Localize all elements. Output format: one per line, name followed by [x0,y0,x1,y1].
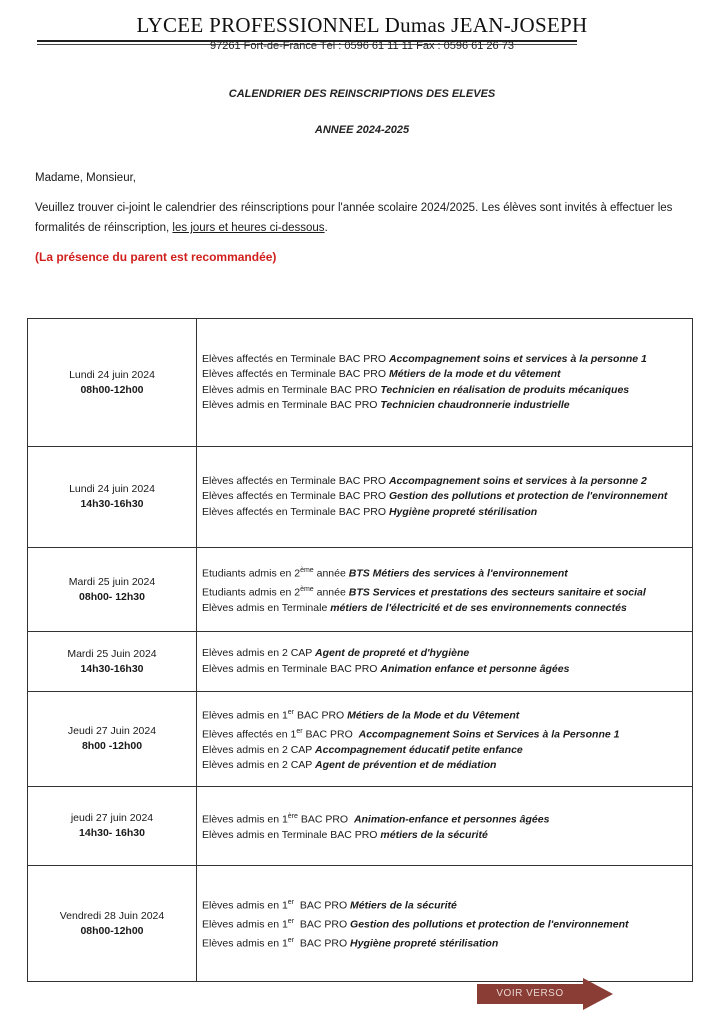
line-level: BAC PRO [294,709,348,722]
line-level: BAC PRO [297,813,354,826]
schedule-time: 08h00- 12h30 [79,590,145,603]
line-ordinal: er [287,708,295,716]
line-program: Technicien en réalisation de produits mécaniques [380,383,630,396]
schedule-row [28,632,693,692]
schedule-line [202,489,692,504]
schedule-line [202,828,692,843]
line-prefix: Elèves admis en 2 CAP [202,758,316,771]
line-program: Métiers de la sécurité [350,899,457,912]
line-ordinal: ème [300,585,314,593]
intro-underlined: les jours et heures ci-dessous [172,222,325,234]
schedule-line [202,474,692,489]
schedule-row [28,447,693,548]
line-prefix: Elèves admis en Terminale BAC PRO [202,828,381,841]
line-program: Gestion des pollutions et protection de l'environnement [388,490,668,503]
schedule-line [202,743,692,758]
schedule-line [202,758,692,773]
schedule-day: Vendredi 28 Juin 2024 [59,909,165,922]
line-prefix: Elèves affectés en Terminale BAC PRO [202,368,389,381]
line-level: BAC PRO [294,918,351,931]
document-year: ANNEE 2024-2025 [314,124,410,136]
line-program: BTS Services et prestations des secteurs sanitaire et social [348,586,646,599]
line-prefix: Elèves admis en Terminale BAC PRO [202,398,381,411]
line-level: BAC PRO [294,899,351,912]
schedule-desc-cell [197,692,693,787]
intro-end: . [324,222,328,234]
line-level: BAC PRO [302,728,359,741]
document-title: CALENDRIER DES REINSCRIPTIONS DES ELEVES [228,88,496,100]
schedule-line [202,505,692,520]
schedule-line [202,724,692,743]
schedule-time: 14h30-16h30 [80,498,144,510]
schedule-row [28,787,693,866]
schedule-line [202,809,692,828]
schedule-date-cell [28,319,197,447]
intro-text: Veuillez trouver ci-joint le calendrier des réinscriptions pour l'année scolaire 2024/2025. Les élèves sont invités à effectuer les formalités de réinscription, [35,202,673,234]
schedule-day: Lundi 24 juin 2024 [69,368,155,381]
schedule-line [202,646,692,661]
schedule-desc-cell [197,548,693,632]
line-level: année [313,567,349,580]
line-program: Hygiène propreté stérilisation [350,937,499,950]
line-prefix: Elèves admis en 2 CAP [202,743,316,756]
line-program: Agent de propreté et d'hygiène [315,647,470,660]
line-program: Animation-enfance et personnes âgées [353,813,550,826]
line-program: Métiers de la mode et du vêtement [388,368,561,381]
schedule-table [27,318,693,982]
schedule-line [202,383,692,398]
schedule-day: jeudi 27 juin 2024 [70,812,154,824]
line-ordinal: er [287,936,295,944]
schedule-row [28,692,693,787]
school-name: LYCEE PROFESSIONNEL Dumas JEAN-JOSEPH [136,13,588,37]
schedule-date-cell [28,787,197,866]
line-prefix: Elèves admis en Terminale BAC PRO [202,383,381,396]
line-level: BAC PRO [294,937,351,950]
line-ordinal: er [296,727,303,735]
verso-arrow [475,977,615,1011]
line-ordinal: er [287,918,295,926]
intro-paragraph [35,198,695,238]
schedule-line [202,914,692,933]
schedule-date-cell [28,548,197,632]
line-program: Métiers de la Mode et du Vêtement [347,709,520,722]
line-prefix: Elèves affectés en 1 [202,728,297,741]
schedule-line [202,563,692,582]
line-prefix: Elèves admis en 1 [202,918,288,931]
line-prefix: Elèves affectés en Terminale BAC PRO [202,490,389,503]
line-prefix: Elèves admis en 2 CAP [202,647,316,660]
line-prefix: Etudiants admis en 2 [202,567,301,580]
schedule-desc-cell [197,787,693,866]
school-address: 97261 Fort-de-France Tél : 0596 61 11 11 Fax : 0596 61 26 73 [210,40,514,52]
schedule-day: Jeudi 27 Juin 2024 [67,725,157,737]
schedule-line [202,352,692,367]
line-prefix: Elèves admis en 1 [202,709,288,722]
schedule-row [28,319,693,447]
schedule-day: Mardi 25 juin 2024 [68,575,156,588]
line-program: Agent de prévention et de médiation [315,758,497,771]
line-program: BTS Métiers des services à l'environnement [348,567,568,580]
schedule-date-cell [28,632,197,692]
line-prefix: Elèves admis en Terminale BAC PRO [202,662,381,675]
schedule-date-cell [28,447,197,548]
schedule-time: 14h30- 16h30 [79,827,145,839]
line-program: Technicien chaudronnerie industrielle [380,398,570,411]
schedule-line [202,367,692,382]
line-ordinal: er [287,899,295,907]
line-program: Accompagnement soins et services à la personne 2 [388,475,647,488]
schedule-desc-cell [197,447,693,548]
line-prefix: Elèves affectés en Terminale BAC PRO [202,352,389,365]
schedule-time: 08h00-12h00 [80,924,144,937]
schedule-time: 8h00 -12h00 [81,740,143,752]
parent-notice: (La présence du parent est recommandée) [35,250,277,264]
line-program: métiers de l'électricité et de ses environnements connectés [330,601,627,614]
schedule-line [202,601,692,616]
line-program: Accompagnement éducatif petite enfance [315,743,523,756]
schedule-time: 08h00-12h00 [80,383,144,396]
line-level: année [313,586,349,599]
line-program: Accompagnement Soins et Services à la Personne 1 [358,728,620,741]
schedule-line [202,582,692,601]
line-ordinal: ère [287,812,298,820]
line-prefix: Etudiants admis en 2 [202,586,301,599]
line-program: Hygiène propreté stérilisation [388,505,538,518]
schedule-time: 14h30-16h30 [80,662,144,675]
schedule-date-cell [28,692,197,787]
schedule-line [202,662,692,677]
line-prefix: Elèves admis en 1 [202,937,288,950]
schedule-desc-cell [197,632,693,692]
line-prefix: Elèves affectés en Terminale BAC PRO [202,475,389,488]
schedule-desc-cell [197,866,693,982]
line-program: Animation enfance et personne âgées [380,662,570,675]
line-program: métiers de la sécurité [380,828,488,841]
schedule-desc-cell [197,319,693,447]
schedule-line [202,933,692,952]
schedule-row [28,548,693,632]
schedule-day: Lundi 24 juin 2024 [69,483,155,495]
schedule-date-cell [28,866,197,982]
line-prefix: Elèves affectés en Terminale BAC PRO [202,505,389,518]
schedule-line [202,895,692,914]
line-ordinal: ème [300,567,314,575]
verso-label: VOIR VERSO [496,988,564,999]
line-prefix: Elèves admis en 1 [202,899,288,912]
line-program: Accompagnement soins et services à la personne 1 [388,352,647,365]
schedule-line [202,398,692,413]
schedule-row [28,866,693,982]
schedule-day: Mardi 25 Juin 2024 [67,647,157,660]
line-program: Gestion des pollutions et protection de l'environnement [350,918,629,931]
greeting: Madame, Monsieur, [35,172,136,184]
schedule-line [202,705,692,724]
line-prefix: Elèves admis en Terminale [202,601,331,614]
line-prefix: Elèves admis en 1 [202,813,288,826]
